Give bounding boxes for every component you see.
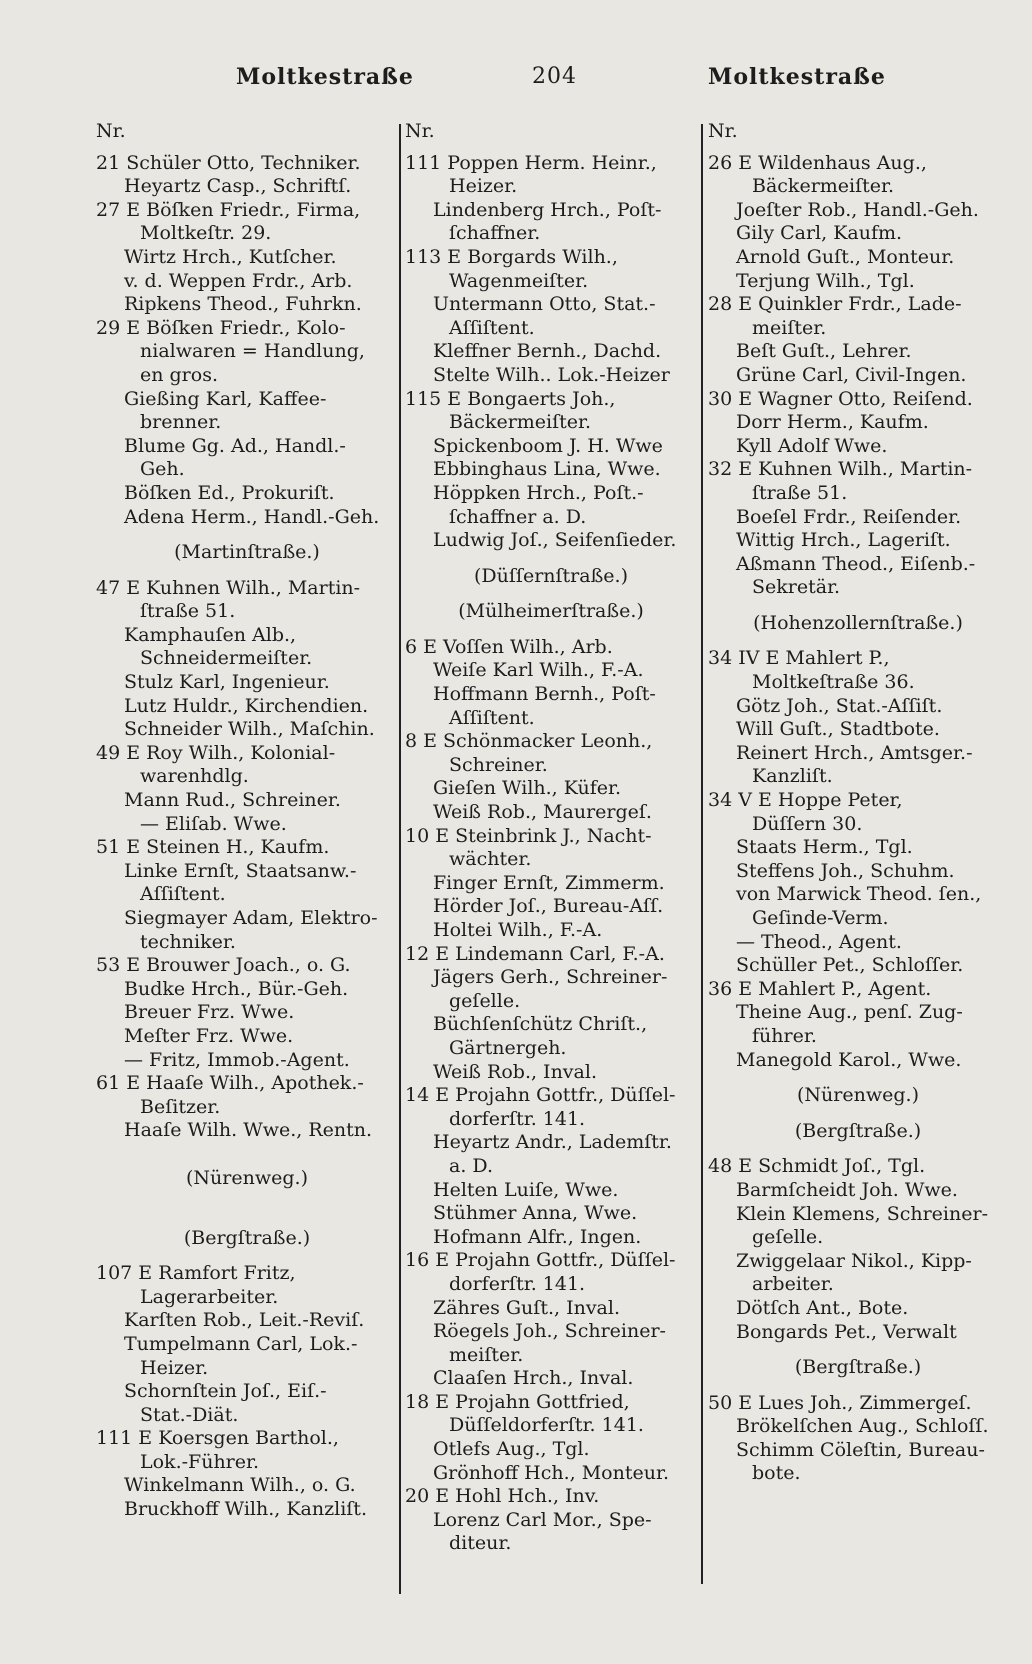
directory-entry-line: Sekretär. [752, 576, 841, 599]
directory-entry-line: Arnold Guſt., Monteur. [736, 245, 955, 268]
directory-entry-line: Schneider Wilh., Maſchin. [124, 718, 375, 741]
nr-header: Nr. [96, 120, 126, 142]
directory-entry-line: techniker. [140, 930, 236, 953]
directory-entry-line: Röegels Joh., Schreiner- [433, 1320, 666, 1343]
directory-entry-line: Grüne Carl, Civil-Ingen. [736, 363, 967, 386]
column-rule-2 [701, 124, 703, 1584]
directory-entry-line: Stulz Karl, Ingenieur. [124, 671, 330, 694]
directory-entry-line: Aſſiſtent. [449, 316, 535, 339]
directory-entry-line: — Theod., Agent. [736, 930, 902, 953]
directory-entry-line: Götz Joh., Stat.-Aſſiſt. [736, 694, 943, 717]
directory-entry-line: — Fritz, Immob.-Agent. [124, 1048, 350, 1071]
directory-entry-line: 6 E Voſſen Wilh., Arb. [405, 635, 613, 658]
directory-entry-line: Linke Ernſt, Staatsanw.- [124, 859, 357, 882]
running-head-right: Moltkestraße [708, 64, 886, 90]
directory-entry-line: Bäckermeiſter. [449, 411, 592, 434]
spacer [96, 1203, 398, 1215]
directory-entry-line: Blume Gg. Ad., Handl.- [124, 434, 346, 457]
directory-entry-line: Böſken Ed., Prokuriſt. [124, 481, 335, 504]
directory-entry-line: 12 E Lindemann Carl, F.-A. [405, 942, 665, 965]
directory-entry-line: bote. [752, 1462, 801, 1485]
directory-entry-line: Geh. [140, 458, 185, 481]
street-section-heading: (Nürenweg.) [797, 1084, 919, 1107]
directory-entry-line: 113 E Borgards Wilh., [405, 245, 618, 268]
directory-entry-line: wächter. [449, 848, 532, 871]
directory-entry-line: Beſt Guſt., Lehrer. [736, 340, 912, 363]
street-section-heading: (Düſſernſtraße.) [474, 564, 628, 587]
street-section-heading: (Bergſtraße.) [794, 1119, 922, 1142]
directory-entry-line: Kleffner Bernh., Dachd. [433, 340, 662, 363]
directory-entry-line: ſchaffner a. D. [449, 505, 587, 528]
directory-entry-line: Winkelmann Wilh., o. G. [124, 1474, 356, 1497]
directory-entry-line: Dötſch Ant., Bote. [736, 1296, 909, 1319]
directory-entry-line: meiſter. [752, 316, 827, 339]
directory-entry-line: 27 E Böſken Friedr., Firma, [96, 198, 361, 221]
directory-entry-line: 14 E Projahn Gottfr., Düſſel- [405, 1084, 676, 1107]
directory-entry-line: brenner. [140, 411, 222, 434]
directory-entry-line: Otlefs Aug., Tgl. [433, 1438, 590, 1461]
directory-entry-line: Schüller Pet., Schloſſer. [736, 954, 964, 977]
directory-entry-line: Moltkeſtr. 29. [140, 222, 272, 245]
directory-entry-line: 111 E Koersgen Barthol., [96, 1427, 339, 1450]
directory-entry-line: meiſter. [449, 1343, 524, 1366]
street-section-heading: (Bergſtraße.) [794, 1356, 922, 1379]
directory-entry-line: 32 E Kuhnen Wilh., Martin- [708, 458, 973, 481]
directory-entry-line: 26 E Wildenhaus Aug., [708, 151, 927, 174]
directory-entry-line: Wirtz Hrch., Kutſcher. [124, 245, 337, 268]
directory-entry-line: dorferſtr. 141. [449, 1272, 586, 1295]
directory-entry-line: Zähres Guſt., Inval. [433, 1296, 621, 1319]
directory-entry-line: 30 E Wagner Otto, Reiſend. [708, 387, 973, 410]
directory-entry-line: Staats Herm., Tgl. [736, 836, 913, 859]
directory-entry-line: Barmſcheidt Joh. Wwe. [736, 1178, 958, 1201]
directory-entry-line: Beſitzer. [140, 1095, 221, 1118]
directory-entry-line: Bäckermeiſter. [752, 175, 895, 198]
directory-entry-line: Schimm Cöleſtin, Bureau- [736, 1438, 985, 1461]
directory-entry-line: von Marwick Theod. ſen., [736, 883, 982, 906]
directory-entry-line: 36 E Mahlert P., Agent. [708, 977, 932, 1000]
directory-entry-line: Schreiner. [449, 753, 548, 776]
directory-entry-line: 20 E Hohl Hch., Inv. [405, 1485, 600, 1508]
directory-entry-line: Siegmayer Adam, Elektro- [124, 907, 378, 929]
directory-entry-line: Joeſter Rob., Handl.-Geh. [736, 198, 979, 221]
directory-entry-line: Meſter Frz. Wwe. [124, 1024, 294, 1047]
directory-entry-line: Stat.-Diät. [140, 1403, 239, 1426]
directory-entry-line: ſchaffner. [449, 222, 541, 245]
directory-entry-line: Büchſenſchütz Chriſt., [433, 1013, 648, 1036]
directory-entry-line: Kamphauſen Alb., [124, 623, 297, 646]
directory-entry-line: a. D. [449, 1154, 494, 1177]
column-rule-1 [399, 124, 401, 1594]
directory-entry-line: Düſſeldorferſtr. 141. [449, 1414, 644, 1437]
directory-entry-line: Hoffmann Bernh., Poſt- [433, 683, 656, 706]
directory-entry-line: Kanzliſt. [752, 765, 833, 788]
directory-entry-line: Budke Hrch., Bür.-Geh. [124, 977, 349, 1000]
directory-entry-line: Reinert Hrch., Amtsger.- [736, 741, 973, 764]
directory-entry-line: ſtraße 51. [752, 481, 848, 504]
spacer [96, 1143, 398, 1155]
directory-entry-line: 34 V E Hoppe Peter, [708, 789, 903, 812]
directory-entry-line: Lindenberg Hrch., Poſt- [433, 198, 662, 221]
directory-entry-line: Gießing Karl, Kaffee- [124, 387, 327, 410]
column-3 [708, 120, 1008, 1486]
directory-entry-line: Geſinde-Verm. [752, 907, 889, 929]
directory-entry-line: 18 E Projahn Gottfried, [405, 1390, 630, 1413]
directory-entry-line: Gily Carl, Kaufm. [736, 222, 903, 245]
directory-entry-line: Aſſiſtent. [449, 706, 535, 729]
directory-entry-line: nialwaren = Handlung, [140, 340, 365, 363]
directory-entry-line: geſelle. [449, 989, 521, 1012]
directory-entry-line: 29 E Böſken Friedr., Kolo- [96, 316, 346, 339]
directory-entry-line: 10 E Steinbrink J., Nacht- [405, 824, 652, 847]
directory-entry-line: Theine Aug., penſ. Zug- [736, 1001, 963, 1024]
directory-entry-line: Aſſiſtent. [140, 883, 226, 906]
directory-entry-line: Weiſe Karl Wilh., F.-A. [433, 659, 644, 682]
directory-entry-line: Heyartz Casp., Schriftſ. [124, 175, 352, 198]
directory-entry-line: Wagenmeiſter. [449, 269, 589, 292]
directory-entry-line: Klein Klemens, Schreiner- [736, 1202, 988, 1225]
directory-entry-line: Breuer Frz. Wwe. [124, 1001, 295, 1024]
directory-entry-line: Heizer. [449, 175, 518, 198]
directory-entry-line: Düſſern 30. [752, 812, 863, 835]
directory-entry-line: Gieſen Wilh., Küfer. [433, 777, 622, 800]
directory-entry-line: Gärtnergeh. [449, 1036, 567, 1059]
directory-entry-line: 49 E Roy Wilh., Kolonial- [96, 741, 336, 764]
directory-entry-line: Holtei Wilh., F.-A. [433, 919, 603, 941]
street-section-heading: (Hohenzollernſtraße.) [753, 611, 963, 634]
directory-entry-line: 51 E Steinen H., Kaufm. [96, 836, 330, 859]
directory-entry-line: — Eliſab. Wwe. [140, 812, 287, 835]
directory-entry-line: arbeiter. [752, 1273, 834, 1296]
column-2 [405, 120, 697, 1556]
directory-entry-line: Hofmann Alfr., Ingen. [433, 1225, 642, 1248]
directory-entry-line: Lagerarbeiter. [140, 1285, 279, 1308]
directory-entry-line: Terjung Wilh., Tgl. [736, 269, 915, 292]
directory-entry-line: 115 E Bongaerts Joh., [405, 387, 616, 410]
directory-entry-line: Jägers Gerh., Schreiner- [433, 966, 668, 989]
running-head-left: Moltkestraße [236, 64, 414, 90]
directory-entry-line: Heyartz Andr., Lademſtr. [433, 1131, 672, 1154]
directory-entry-line: v. d. Weppen Frdr., Arb. [124, 269, 353, 292]
directory-entry-line: Manegold Karol., Wwe. [736, 1048, 962, 1071]
street-section-heading: (Mülheimerſtraße.) [458, 600, 644, 623]
directory-entry-line: Will Guſt., Stadtbote. [736, 718, 940, 741]
directory-entry-line: Tumpelmann Carl, Lok.- [124, 1332, 358, 1355]
directory-entry-line: 47 E Kuhnen Wilh., Martin- [96, 576, 361, 599]
directory-entry-line: Lorenz Carl Mor., Spe- [433, 1508, 652, 1531]
nr-header: Nr. [405, 120, 435, 142]
directory-entry-line: Stühmer Anna, Wwe. [433, 1202, 638, 1225]
directory-entry-line: 34 IV E Mahlert P., [708, 647, 890, 670]
directory-entry-line: Lutz Huldr., Kirchendien. [124, 694, 369, 717]
directory-entry-line: Steffens Joh., Schuhm. [736, 859, 955, 882]
directory-entry-line: 111 Poppen Herm. Heinr., [405, 151, 657, 174]
directory-entry-line: geſelle. [752, 1226, 824, 1249]
directory-entry-line: Weiß Rob., Maurergeſ. [433, 801, 652, 824]
street-section-heading: (Martinſtraße.) [174, 541, 320, 564]
directory-entry-line: Höppken Hrch., Poſt.- [433, 481, 644, 504]
directory-entry-line: 21 Schüler Otto, Techniker. [96, 151, 361, 174]
directory-entry-line: 28 E Quinkler Frdr., Lade- [708, 293, 962, 316]
directory-entry-line: Bruckhoff Wilh., Kanzliſt. [124, 1498, 367, 1521]
directory-entry-line: Bongards Pet., Verwalt [736, 1320, 957, 1343]
directory-entry-line: Kyll Adolf Wwe. [736, 434, 888, 457]
directory-entry-line: en gros. [140, 363, 218, 386]
directory-entry-line: Spickenboom J. H. Wwe [433, 434, 663, 457]
directory-entry-line: Finger Ernſt, Zimmerm. [433, 871, 665, 894]
directory-entry-line: 48 E Schmidt Joſ., Tgl. [708, 1155, 926, 1178]
directory-entry-line: Adena Herm., Handl.-Geh. [124, 505, 380, 528]
directory-entry-line: ſtraße 51. [140, 600, 236, 623]
directory-entry-line: Lok.-Führer. [140, 1450, 260, 1473]
directory-entry-line: 53 E Brouwer Joach., o. G. [96, 954, 351, 977]
page-number: 204 [532, 64, 577, 89]
directory-entry-line: führer. [752, 1024, 817, 1047]
directory-entry-line: Haaſe Wilh. Wwe., Rentn. [124, 1119, 373, 1142]
street-section-heading: (Nürenweg.) [186, 1166, 308, 1189]
directory-entry-line: Ripkens Theod., Fuhrkn. [124, 293, 362, 316]
directory-entry-line: Helten Luiſe, Wwe. [433, 1178, 619, 1201]
directory-entry-line: 107 E Ramfort Fritz, [96, 1262, 296, 1285]
directory-entry-line: Schneidermeiſter. [140, 647, 313, 670]
directory-entry-line: Heizer. [140, 1356, 209, 1379]
directory-entry-line: Brökelſchen Aug., Schloſſ. [736, 1415, 989, 1438]
directory-entry-line: dorferſtr. 141. [449, 1107, 586, 1130]
street-section-heading: (Bergſtraße.) [183, 1226, 311, 1249]
directory-entry-line: Hörder Joſ., Bureau-Aſſ. [433, 895, 664, 918]
directory-entry-line: Claaſen Hrch., Inval. [433, 1367, 634, 1390]
directory-entry-line: Untermann Otto, Stat.- [433, 293, 656, 316]
column-1 [96, 120, 398, 1522]
directory-entry-line: Ebbinghaus Lina, Wwe. [433, 458, 661, 481]
directory-entry-line: Aßmann Theod., Eiſenb.- [736, 552, 976, 575]
nr-header: Nr. [708, 120, 738, 142]
directory-entry-line: warenhdlg. [140, 765, 249, 788]
directory-entry-line: Stelte Wilh.. Lok.-Heizer [433, 363, 670, 386]
directory-entry-line: Weiß Rob., Inval. [433, 1060, 597, 1083]
directory-entry-line: Mann Rud., Schreiner. [124, 789, 341, 812]
directory-entry-line: Zwiggelaar Nikol., Kipp- [736, 1249, 972, 1272]
directory-entry-line: diteur. [449, 1532, 512, 1555]
directory-entry-line: Grönhoff Hch., Monteur. [433, 1461, 669, 1484]
directory-entry-line: Karſten Rob., Leit.-Reviſ. [124, 1309, 365, 1332]
directory-entry-line: Wittig Hrch., Lageriſt. [736, 529, 951, 552]
directory-entry-line: 16 E Projahn Gottfr., Düſſel- [405, 1249, 676, 1272]
directory-entry-line: 8 E Schönmacker Leonh., [405, 730, 653, 753]
directory-entry-line: 50 E Lues Joh., Zimmergeſ. [708, 1391, 972, 1414]
directory-entry-line: Boeſel Frdr., Reiſender. [736, 505, 962, 528]
directory-entry-line: 61 E Haaſe Wilh., Apothek.- [96, 1072, 364, 1095]
directory-entry-line: Schornſtein Joſ., Eiſ.- [124, 1380, 327, 1403]
directory-entry-line: Moltkeſtraße 36. [752, 671, 915, 694]
directory-entry-line: Dorr Herm., Kaufm. [736, 411, 929, 434]
directory-entry-line: Ludwig Joſ., Seifenſieder. [433, 529, 677, 552]
